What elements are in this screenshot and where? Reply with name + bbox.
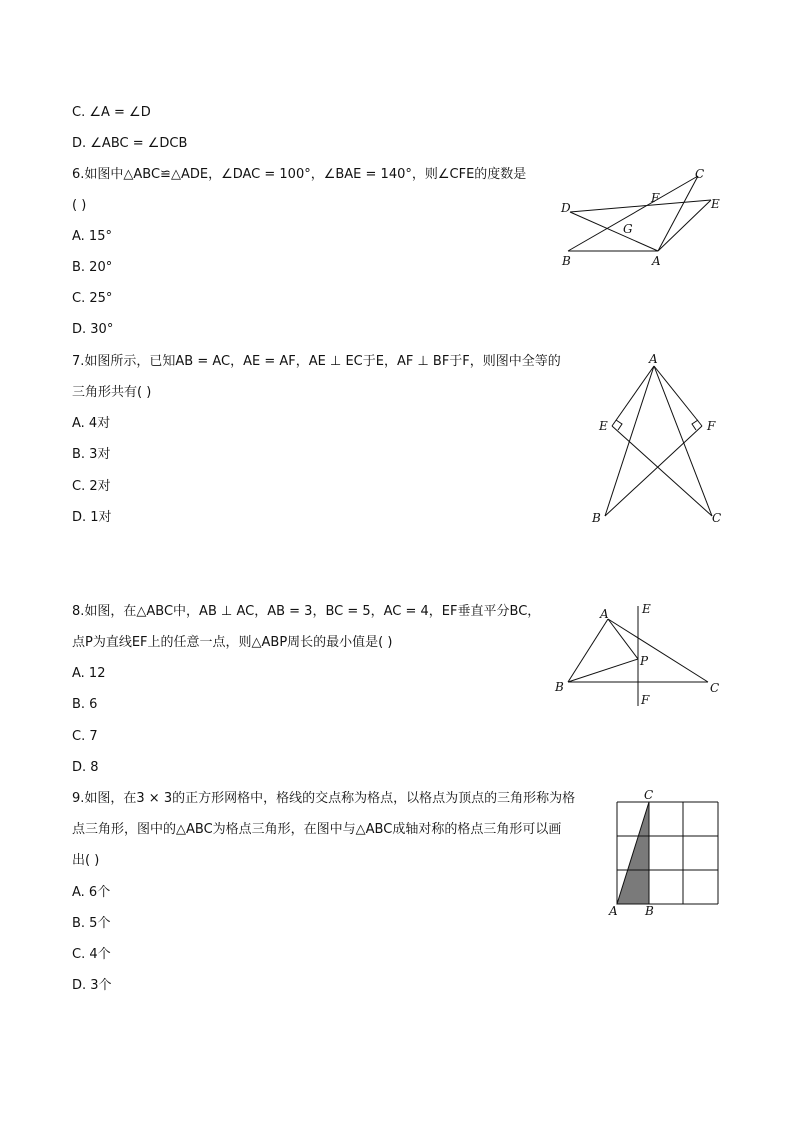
q8-label-f: F	[641, 693, 650, 707]
q6-label-g: G	[623, 222, 633, 236]
q6-option-c: C. 25°	[72, 291, 113, 306]
q9-stem-line2: 点三角形，图中的△ABC为格点三角形，在图中与△ABC成轴对称的格点三角形可以画	[72, 822, 562, 837]
q6-label-d: D	[561, 201, 571, 215]
q7-label-e: E	[599, 419, 608, 433]
q7-label-b: B	[592, 511, 601, 525]
q7-stem-line1: 7.如图所示，已知AB = AC，AE = AF，AE ⊥ EC于E，AF ⊥ BF于F，则图中全等的	[72, 354, 561, 369]
q8-option-b: B. 6	[72, 697, 98, 712]
q7-label-f: F	[707, 419, 716, 433]
q7-segment-af	[654, 366, 702, 426]
q6-option-b: B. 20°	[72, 260, 113, 275]
q7-segment-ec	[612, 426, 712, 516]
q9-option-d: D. 3个	[72, 978, 112, 993]
q5-option-d: D. ∠ABC = ∠DCB	[72, 136, 188, 151]
q8-label-p: P	[640, 654, 649, 668]
q7-label-c: C	[712, 511, 722, 525]
q8-segment-ab	[568, 619, 608, 682]
q9-label-c: C	[644, 788, 654, 802]
q7-segment-ac	[654, 366, 712, 516]
q6-label-e: E	[711, 197, 720, 211]
q7-option-d: D. 1对	[72, 510, 112, 525]
q6-segment-de	[570, 200, 711, 212]
q9-option-b: B. 5个	[72, 916, 111, 931]
q8-option-c: C. 7	[72, 729, 98, 744]
q5-option-c: C. ∠A = ∠D	[72, 105, 151, 120]
q7-segment-ae	[612, 366, 654, 426]
q9-label-b: B	[645, 904, 654, 918]
q9-triangle-abc	[617, 802, 649, 904]
q7-right-angle-e	[616, 420, 622, 430]
q8-option-d: D. 8	[72, 760, 99, 775]
q6-stem-line2: ( )	[72, 198, 87, 213]
q7-option-c: C. 2对	[72, 479, 111, 494]
q9-label-a: A	[609, 904, 618, 918]
q6-label-a: A	[652, 254, 661, 268]
q7-option-a: A. 4对	[72, 416, 111, 431]
q7-stem-line2: 三角形共有( )	[72, 385, 152, 400]
q8-segment-bp	[568, 659, 638, 682]
q9-stem-line3: 出( )	[72, 853, 100, 868]
q8-segment-ac	[608, 619, 708, 682]
q7-label-a: A	[649, 352, 658, 366]
q8-segment-ap	[608, 619, 638, 659]
q7-right-angle-f	[692, 420, 698, 430]
q8-figure	[550, 598, 725, 710]
q6-option-d: D. 30°	[72, 322, 114, 337]
q7-option-b: B. 3对	[72, 447, 111, 462]
q6-label-f: F	[651, 191, 660, 205]
q6-segment-ae	[658, 200, 711, 251]
q6-figure	[555, 165, 730, 275]
q9-grid-figure	[603, 786, 728, 921]
q9-option-c: C. 4个	[72, 947, 111, 962]
q8-option-a: A. 12	[72, 666, 106, 681]
q6-option-a: A. 15°	[72, 229, 112, 244]
q9-stem-line1: 9.如图，在3 × 3的正方形网格中，格线的交点称为格点，以格点为顶点的三角形称为格	[72, 791, 576, 806]
q6-label-b: B	[562, 254, 571, 268]
q8-stem-line2: 点P为直线EF上的任意一点，则△ABP周长的最小值是( )	[72, 635, 393, 650]
q6-stem-line1: 6.如图中△ABC≌△ADE，∠DAC = 100°，∠BAE = 140°，则∠CFE的度数是	[72, 167, 527, 182]
q8-label-a: A	[600, 607, 609, 621]
q7-figure	[590, 350, 725, 530]
q6-label-c: C	[695, 167, 705, 181]
q9-option-a: A. 6个	[72, 885, 111, 900]
q6-segment-da	[570, 212, 658, 251]
q8-stem-line1: 8.如图，在△ABC中，AB ⊥ AC，AB = 3，BC = 5，AC = 4，EF垂直平分BC，	[72, 604, 541, 619]
q8-label-b: B	[555, 680, 564, 694]
q8-label-e: E	[642, 602, 651, 616]
q8-label-c: C	[710, 681, 720, 695]
